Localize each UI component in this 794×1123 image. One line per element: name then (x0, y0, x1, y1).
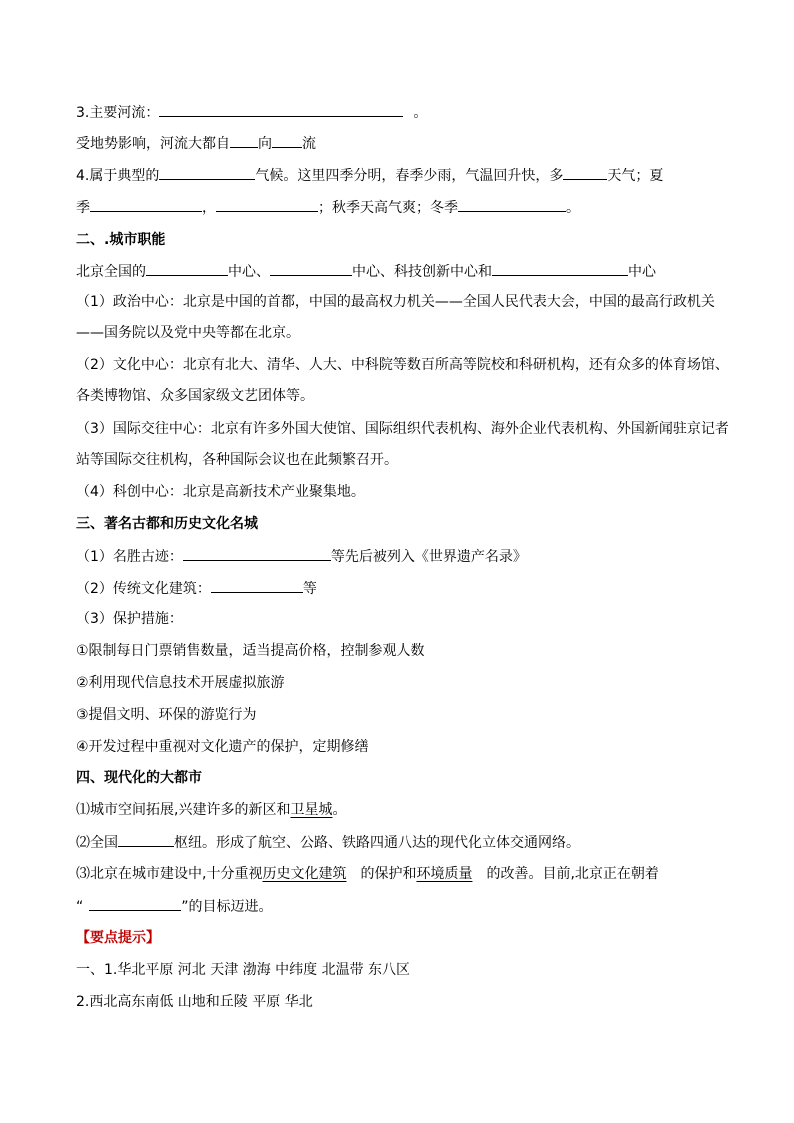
s4-para1-b: 。 (332, 802, 347, 818)
item4-text-e: ， (202, 200, 216, 216)
heritage-blank[interactable] (183, 546, 331, 561)
measure-4: ④开发过程中重视对文化遗产的保护，定期修缮 (76, 739, 369, 755)
flow-text-a: 受地势影响，河流大都自 (76, 136, 230, 152)
s2-para2-line2: 各类博物馆、众多国家级文艺团体等。 (76, 388, 314, 404)
river-blank[interactable] (159, 102, 403, 117)
summer-blank-2[interactable] (216, 197, 318, 212)
s2-intro-d: 中心 (628, 264, 656, 280)
item3-label: 3.主要河流： (76, 105, 160, 121)
s4-para3-a: ⑶北京在城市建设中,十分重视 (76, 866, 263, 882)
hint-line-2: 2.西北高东南低 山地和丘陵 平原 华北 (76, 994, 313, 1010)
center-blank-1[interactable] (146, 261, 228, 276)
s2-intro-c: 中心、科技创新中心和 (352, 264, 492, 280)
s3-para3: （3）保护措施： (76, 611, 183, 627)
spring-weather-blank[interactable] (563, 165, 607, 180)
item3-end: 。 (413, 105, 428, 121)
s2-intro-a: 北京全国的 (76, 264, 146, 280)
s2-intro-line (76, 261, 656, 282)
measure-1: ①限制每日门票销售数量，适当提高价格，控制参观人数 (76, 643, 425, 659)
s3-para1 (76, 546, 527, 567)
winter-blank[interactable] (458, 197, 566, 212)
measure-2: ②利用现代信息技术开展虚拟旅游 (76, 675, 285, 691)
key-points-heading: 【要点提示】 (76, 930, 160, 946)
s4-para1 (76, 800, 346, 820)
flow-to-blank[interactable] (272, 133, 302, 148)
s4-para2-b: 枢纽。形成了航空、公路、铁路四通八达的现代化立体交通网络。 (174, 835, 580, 851)
architecture-blank[interactable] (211, 578, 303, 593)
item4-line1 (76, 165, 663, 186)
s4-para4-b: ”的目标迈进。 (181, 899, 273, 915)
item4-text-g: 。 (566, 200, 580, 216)
environment-quality-underlined: 环境质量 (416, 866, 473, 882)
s3-para1-a: （1）名胜古迹： (76, 549, 183, 565)
section2-heading: 二、.城市职能 (76, 232, 166, 248)
item4-text-a: 4.属于典型的 (76, 168, 160, 184)
s2-para2-line1: （2）文化中心：北京有北大、清华、人大、中科院等数百所高等院校和科研机构，还有众多的体育场馆、 (76, 357, 729, 373)
transport-hub-blank[interactable] (118, 832, 174, 847)
s2-para1-line1: （1）政治中心：北京是中国的首都，中国的最高权力机关——全国人民代表大会，中国的最高行政机关 (76, 294, 715, 310)
s4-para3 (76, 864, 659, 884)
satellite-city-underlined: 卫星城 (290, 802, 333, 818)
climate-blank[interactable] (159, 165, 255, 180)
s4-para2 (76, 832, 580, 853)
item4-text-b: 气候。这里四季分明，春季少雨，气温回升快，多 (255, 168, 564, 184)
flow-from-blank[interactable] (230, 133, 258, 148)
s4-para1-a: ⑴城市空间拓展,兴建许多的新区和 (76, 802, 291, 818)
s4-para2-a: ⑵全国 (76, 835, 118, 851)
section3-heading: 三、著名古都和历史文化名城 (76, 516, 258, 532)
s2-para3-line1: （3）国际交往中心：北京有许多外国大使馆、国际组织代表机构、海外企业代表机构、外国新闻驻京记者 (76, 421, 729, 437)
s4-para3-c: 的改善。目前,北京正在朝着 (486, 866, 659, 882)
item4-line2 (76, 197, 580, 218)
section4-heading: 四、现代化的大都市 (76, 770, 202, 786)
measure-3: ③提倡文明、环保的游览行为 (76, 707, 257, 723)
s4-para4-a: “ (76, 899, 84, 915)
item4-text-c: 天气；夏 (607, 168, 664, 184)
s3-para2-a: （2）传统文化建筑： (76, 581, 211, 597)
item4-text-d: 季 (76, 200, 90, 216)
s3-para2 (76, 578, 317, 599)
summer-blank-1[interactable] (90, 197, 202, 212)
goal-blank[interactable] (89, 896, 181, 911)
s2-para3-line2: 站等国际交往机构，各种国际会议也在此频繁召开。 (76, 452, 398, 468)
s2-para4: （4）科创中心：北京是高新技术产业聚集地。 (76, 484, 365, 500)
historic-buildings-underlined: 历史文化建筑 (262, 866, 347, 882)
center-blank-2[interactable] (270, 261, 352, 276)
s4-para3-b: 的保护和 (360, 866, 417, 882)
item4-text-f: ；秋季天高气爽；冬季 (318, 200, 458, 216)
center-blank-3[interactable] (492, 261, 628, 276)
hint-line-1: 一、1.华北平原 河北 天津 渤海 中纬度 北温带 东八区 (76, 962, 411, 978)
s4-para4 (76, 896, 273, 917)
flow-text-c: 流 (302, 136, 316, 152)
s3-para2-b: 等 (302, 581, 317, 597)
s2-para1-line2: ——国务院以及党中央等都在北京。 (76, 325, 300, 341)
flow-line (76, 133, 316, 154)
s2-intro-b: 中心、 (228, 264, 270, 280)
item3-line (76, 102, 427, 123)
flow-text-b: 向 (258, 136, 272, 152)
s3-para1-b: 等先后被列入《世界遗产名录》 (330, 549, 527, 565)
